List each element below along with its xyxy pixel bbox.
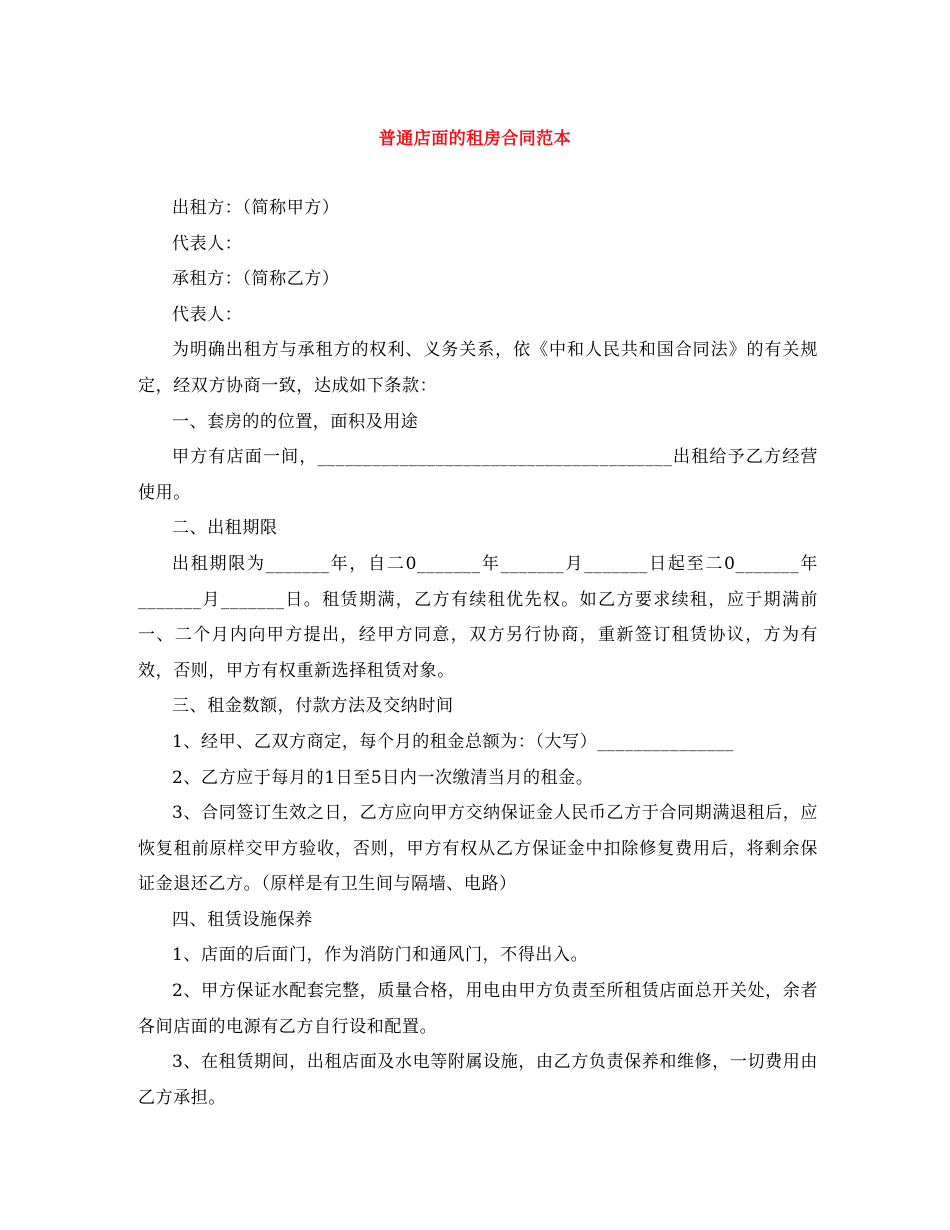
term-paragraph: 出租期限为_______年，自二0_______年_______月_______日起至二0_______年_______月_______日。租赁期满，乙方有续租优先权。如乙方要求续租，应于期满前一、二个月内向甲方提出，经甲方同意，双方另行协商，重新签订租赁协议，方为有效，否则，甲方有权重新选择租赁对象。 (138, 553, 818, 681)
section-heading-location: 一、套房的的位置，面积及用途 (172, 411, 419, 432)
lessor-line: 出租方：（简称甲方） (172, 198, 340, 218)
section-heading-maintenance: 四、租赁设施保养 (172, 909, 313, 930)
document-title: 普通店面的租房合同范本 (378, 129, 572, 149)
rent-clause-1: 1、经甲、乙双方商定，每个月的租金总额为：（大写）_______________ (172, 731, 734, 752)
maintenance-clause-2: 2、甲方保证水配套完整，质量合格，用电由甲方负责至所租赁店面总开关处，余者各间店面的电源有乙方自行设和配置。 (138, 981, 818, 1037)
lessee-representative-line: 代表人： (172, 304, 243, 325)
lessee-line: 承租方：（简称乙方） (172, 269, 340, 290)
lessor-representative-line: 代表人： (172, 233, 243, 254)
location-paragraph: 甲方有店面一间，_______________________________________出租给予乙方经营使用。 (138, 447, 818, 503)
maintenance-clause-1: 1、店面的后面门，作为消防门和通风门，不得出入。 (172, 945, 589, 966)
section-heading-term: 二、出租期限 (172, 518, 278, 539)
maintenance-clause-3: 3、在租赁期间，出租店面及水电等附属设施，由乙方负责保养和维修，一切费用由乙方承担。 (138, 1052, 818, 1108)
preamble-paragraph: 为明确出租方与承租方的权利、义务关系，依《中和人民共和国合同法》的有关规定，经双方协商一致，达成如下条款： (138, 340, 818, 396)
section-heading-rent: 三、租金数额，付款方法及交纳时间 (172, 696, 454, 717)
document-body (138, 191, 818, 1116)
rent-clause-3: 3、合同签订生效之日，乙方应向甲方交纳保证金人民币乙方于合同期满退租后，应恢复租前原样交甲方验收，否则，甲方有权从乙方保证金中扣除修复费用后，将剩余保证金退还乙方。（原样是有卫生间与隔墙、电路） (138, 803, 818, 895)
rent-clause-2: 2、乙方应于每月的1日至5日内一次缴清当月的租金。 (172, 767, 594, 788)
